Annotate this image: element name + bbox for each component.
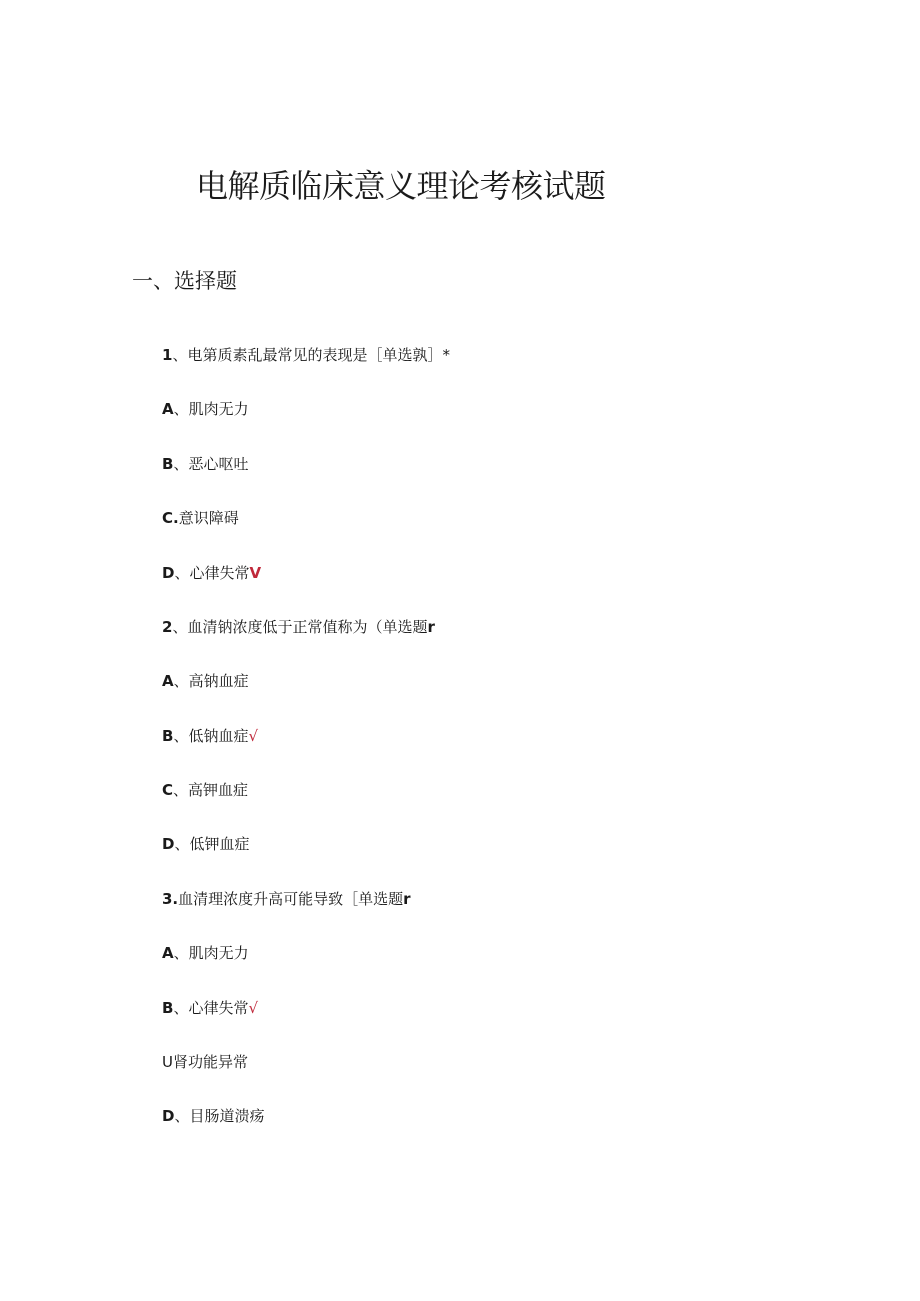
question-2-option-a bbox=[162, 670, 249, 692]
section-heading: 一、选择题 bbox=[132, 269, 237, 293]
question-tail: r bbox=[403, 890, 411, 908]
option-text: 、低钾血症 bbox=[174, 835, 250, 853]
option-label: B bbox=[162, 999, 174, 1017]
option-label: C bbox=[162, 781, 174, 799]
option-text: 、高钾血症 bbox=[173, 781, 249, 799]
question-2-option-b bbox=[162, 725, 258, 747]
question-3-stem bbox=[162, 888, 411, 910]
option-label: A bbox=[162, 400, 174, 418]
option-label: D bbox=[162, 835, 175, 853]
question-2-option-c bbox=[162, 779, 248, 801]
option-label: A bbox=[162, 944, 174, 962]
question-2-option-d bbox=[162, 833, 249, 855]
question-text: 、血清钠浓度低于正常值称为（单选题 bbox=[172, 618, 428, 636]
question-3-option-d bbox=[162, 1105, 264, 1127]
option-text: 、肌肉无力 bbox=[173, 400, 249, 418]
option-text: 、肌肉无力 bbox=[173, 944, 249, 962]
option-text: 、心律失常 bbox=[173, 999, 249, 1017]
option-label: B bbox=[162, 455, 174, 473]
question-tail: r bbox=[427, 618, 435, 636]
question-3-option-b bbox=[162, 997, 258, 1019]
option-text: 意识障碍 bbox=[178, 509, 239, 527]
correct-answer-mark: V bbox=[249, 564, 262, 582]
question-3-option-c bbox=[162, 1051, 248, 1073]
option-text: 、低钠血症 bbox=[173, 727, 249, 745]
option-label: A bbox=[162, 672, 174, 690]
document-title: 电解质临床意义理论考核试题 bbox=[196, 167, 606, 205]
correct-answer-mark: √ bbox=[248, 727, 259, 745]
question-1-option-d bbox=[162, 562, 261, 584]
option-text: U肾功能异常 bbox=[162, 1053, 248, 1071]
option-label: B bbox=[162, 727, 174, 745]
question-text: 血清理浓度升高可能导致［单选题 bbox=[178, 890, 404, 908]
question-number: 1 bbox=[162, 346, 173, 364]
question-3-option-a bbox=[162, 942, 249, 964]
option-label: C. bbox=[162, 509, 179, 527]
option-text: 、心律失常 bbox=[174, 564, 250, 582]
question-1-option-b bbox=[162, 453, 248, 475]
question-1-option-a bbox=[162, 398, 249, 420]
question-1-stem bbox=[162, 344, 450, 366]
question-text: 、电第质素乱最常见的表现是［单选孰］* bbox=[172, 346, 450, 364]
option-text: 、目肠道溃疡 bbox=[174, 1107, 265, 1125]
option-label: D bbox=[162, 564, 175, 582]
option-text: 、恶心呕吐 bbox=[173, 455, 249, 473]
option-label: D bbox=[162, 1107, 175, 1125]
question-2-stem bbox=[162, 616, 435, 638]
question-1-option-c bbox=[162, 507, 239, 529]
correct-answer-mark: √ bbox=[248, 999, 259, 1017]
question-number: 3. bbox=[162, 890, 179, 908]
question-number: 2 bbox=[162, 618, 173, 636]
option-text: 、高钠血症 bbox=[173, 672, 249, 690]
